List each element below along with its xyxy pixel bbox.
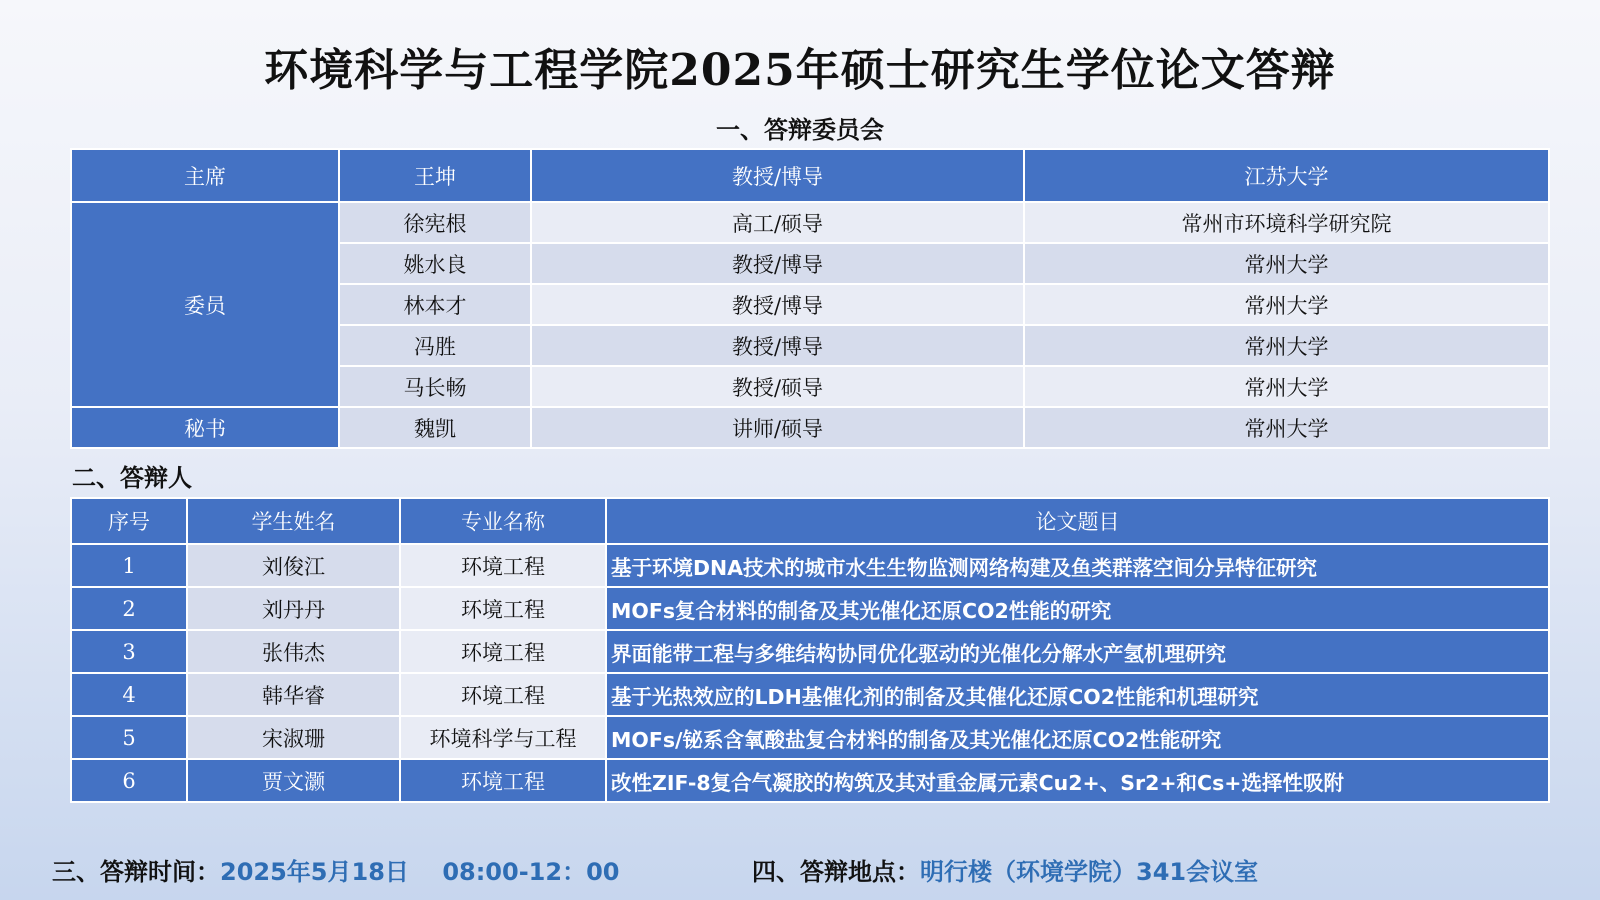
chair-title: 教授/博导 bbox=[531, 149, 1024, 202]
major-name: 环境工程 bbox=[400, 630, 606, 673]
table-row bbox=[71, 544, 1549, 587]
defense-place-value: 明行楼（环境学院）341会议室 bbox=[920, 858, 1259, 886]
committee-member-row bbox=[71, 202, 1549, 243]
defense-time-label: 三、答辩时间： bbox=[52, 857, 220, 886]
secretary-role: 秘书 bbox=[71, 407, 339, 448]
defense-place-label: 四、答辩地点： bbox=[752, 857, 920, 886]
committee-table bbox=[70, 148, 1550, 449]
defenders-table bbox=[70, 497, 1550, 803]
member-title: 教授/博导 bbox=[531, 243, 1024, 284]
student-name: 刘俊江 bbox=[187, 544, 400, 587]
row-number: 4 bbox=[71, 673, 187, 716]
defense-time-value: 2025年5月18日 08:00-12：00 bbox=[220, 858, 620, 886]
defenders-heading: 二、答辩人 bbox=[72, 463, 192, 492]
defense-time bbox=[52, 852, 619, 887]
column-header-student: 学生姓名 bbox=[187, 498, 400, 544]
chair-name: 王坤 bbox=[339, 149, 531, 202]
member-title: 教授/硕导 bbox=[531, 366, 1024, 407]
member-role: 委员 bbox=[71, 202, 339, 407]
member-affiliation: 常州大学 bbox=[1024, 284, 1549, 325]
row-number: 3 bbox=[71, 630, 187, 673]
committee-heading: 一、答辩委员会 bbox=[716, 115, 884, 144]
table-row bbox=[71, 587, 1549, 630]
committee-chair-row bbox=[71, 149, 1549, 202]
thesis-title: MOFs/铋系含氧酸盐复合材料的制备及其光催化还原CO2性能研究 bbox=[606, 716, 1549, 759]
column-header-major: 专业名称 bbox=[400, 498, 606, 544]
row-number: 1 bbox=[71, 544, 187, 587]
major-name: 环境工程 bbox=[400, 587, 606, 630]
member-title: 高工/硕导 bbox=[531, 202, 1024, 243]
chair-role: 主席 bbox=[71, 149, 339, 202]
member-name: 徐宪根 bbox=[339, 202, 531, 243]
secretary-title: 讲师/硕导 bbox=[531, 407, 1024, 448]
student-name: 刘丹丹 bbox=[187, 587, 400, 630]
column-header-thesis: 论文题目 bbox=[606, 498, 1549, 544]
row-number: 6 bbox=[71, 759, 187, 802]
student-name: 韩华睿 bbox=[187, 673, 400, 716]
major-name: 环境工程 bbox=[400, 673, 606, 716]
column-header-number: 序号 bbox=[71, 498, 187, 544]
major-name: 环境工程 bbox=[400, 759, 606, 802]
member-title: 教授/博导 bbox=[531, 284, 1024, 325]
member-affiliation: 常州大学 bbox=[1024, 243, 1549, 284]
row-number: 5 bbox=[71, 716, 187, 759]
student-name: 张伟杰 bbox=[187, 630, 400, 673]
thesis-title: 改性ZIF-8复合气凝胶的构筑及其对重金属元素Cu2+、Sr2+和Cs+选择性吸附 bbox=[606, 759, 1549, 802]
committee-secretary-row bbox=[71, 407, 1549, 448]
defenders-header-row bbox=[71, 498, 1549, 544]
thesis-title: 基于环境DNA技术的城市水生生物监测网络构建及鱼类群落空间分异特征研究 bbox=[606, 544, 1549, 587]
member-name: 林本才 bbox=[339, 284, 531, 325]
major-name: 环境工程 bbox=[400, 544, 606, 587]
member-name: 冯胜 bbox=[339, 325, 531, 366]
member-title: 教授/博导 bbox=[531, 325, 1024, 366]
member-name: 姚水良 bbox=[339, 243, 531, 284]
table-row bbox=[71, 673, 1549, 716]
secretary-affiliation: 常州大学 bbox=[1024, 407, 1549, 448]
major-name: 环境科学与工程 bbox=[400, 716, 606, 759]
student-name: 贾文灏 bbox=[187, 759, 400, 802]
member-affiliation: 常州大学 bbox=[1024, 325, 1549, 366]
page-title: 环境科学与工程学院2025年硕士研究生学位论文答辩 bbox=[264, 45, 1336, 96]
member-affiliation: 常州市环境科学研究院 bbox=[1024, 202, 1549, 243]
table-row bbox=[71, 716, 1549, 759]
member-name: 马长畅 bbox=[339, 366, 531, 407]
member-affiliation: 常州大学 bbox=[1024, 366, 1549, 407]
defense-place bbox=[752, 852, 1258, 887]
thesis-title: 界面能带工程与多维结构协同优化驱动的光催化分解水产氢机理研究 bbox=[606, 630, 1549, 673]
chair-affiliation: 江苏大学 bbox=[1024, 149, 1549, 202]
secretary-name: 魏凯 bbox=[339, 407, 531, 448]
thesis-title: MOFs复合材料的制备及其光催化还原CO2性能的研究 bbox=[606, 587, 1549, 630]
student-name: 宋淑珊 bbox=[187, 716, 400, 759]
row-number: 2 bbox=[71, 587, 187, 630]
thesis-title: 基于光热效应的LDH基催化剂的制备及其催化还原CO2性能和机理研究 bbox=[606, 673, 1549, 716]
table-row bbox=[71, 630, 1549, 673]
table-row bbox=[71, 759, 1549, 802]
